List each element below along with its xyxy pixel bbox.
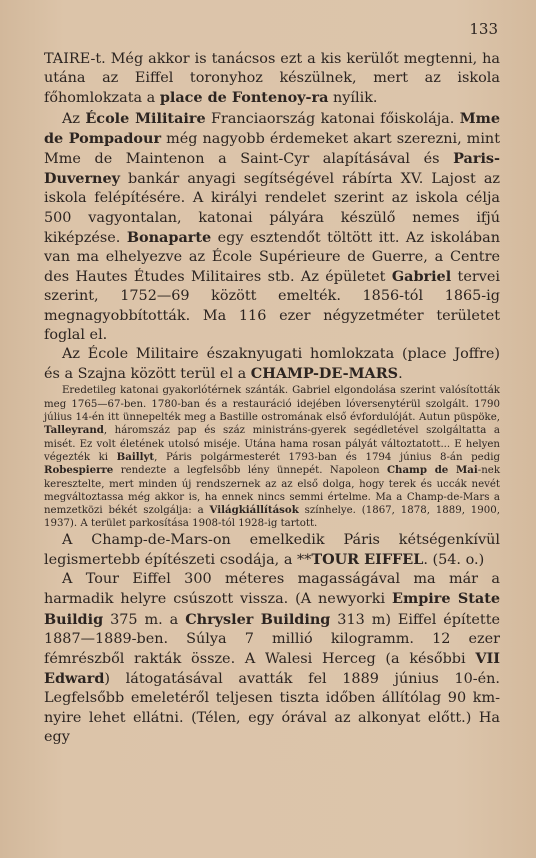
bold-run: VII Edward xyxy=(44,649,500,688)
paragraph-5 xyxy=(44,531,500,570)
bold-run: place de Fontenoy-ra xyxy=(159,89,329,107)
bold-run: Champ de Mai xyxy=(386,464,478,477)
text-run: Az xyxy=(62,110,86,127)
bold-run: Világkiállítások xyxy=(209,504,299,517)
paragraph-1 xyxy=(44,50,500,109)
text-run: 375 m. a xyxy=(103,611,186,628)
text-run: A Tour Eiffel 300 méteres magasságával ma már a harmadik helyre csúszott vissza. (A newyorki xyxy=(44,571,500,608)
bold-run: CHAMP-DE-MARS xyxy=(250,365,399,383)
bold-run: Baillyt xyxy=(116,450,155,463)
small-print-paragraph xyxy=(44,384,500,530)
paragraph-2 xyxy=(44,109,500,345)
bold-run: Chrysler Building xyxy=(185,610,331,628)
text-run: bankár anyagi segítségével rábírta XV. Lajost az iskola felépítésére. A királyi rendelet szerint az iskola célja 500 vagyontalan, katonai pályára készülő nemes ifjú kiképzése. xyxy=(44,171,500,246)
bold-run: Talleyrand xyxy=(44,424,104,437)
bold-run: Mme de Pompadour xyxy=(44,109,500,147)
text-run: rendezte a legfelsőbb lény ünnepét. Napoleon xyxy=(113,465,387,477)
bold-run: Gabriel xyxy=(391,268,452,286)
text-run: ) látogatásával avatták fel 1889 június 10-én. Legfelsőbb emeletéről teljesen tiszta időben állítólag 90 km-nyire lehet ellátni. (Télen, egy órával az alkonyat előtt.) Ha egy xyxy=(44,671,500,745)
text-run: -nek keresztelte, mert minden új rendszernek az az első dolga, hogy terek és uccák nevét megváltoztassa még akkor is, ha ennek nincs semmi értelme. Ma a Champ-de-Mars a nemzetközi békét szolgálja: a xyxy=(44,465,500,517)
text-run: A Champ-de-Mars-on emelkedik Páris kétségenkívül legismertebb építészeti csodája, a ** xyxy=(44,531,500,568)
bold-run: Empire State Buildig xyxy=(44,590,500,628)
text-run: . (54. o.) xyxy=(423,551,485,568)
text-run: Az École Militaire északnyugati homlokzata (place Joffre) és a Szajna között terül el a xyxy=(44,346,500,383)
bold-run: TOUR EIFFEL xyxy=(311,550,424,568)
text-run: egy esztendőt töltött itt. Az iskolában van ma elhelyezve az École Supérieure de Guerre, a Centre des Hautes Études Militaires stb. Az épületet xyxy=(44,229,500,286)
text-run: TAIRE-t. Még akkor is tanácsos ezt a kis kerülőt megtenni, ha utána az Eiffel toronyhoz készülnek, mert az iskola főhomlokzata a xyxy=(44,51,500,107)
text-run: 313 m) Eiffel építette 1887—1889-ben. Súlya 7 millió kilogramm. 12 ezer fémrészből rakták össze. A Walesi Herceg (a későbbi xyxy=(44,611,500,667)
bold-run: Robespierre xyxy=(44,464,114,477)
text-run: , Páris polgármesterét 1793-ban és 1794 június 8-án pedig xyxy=(154,451,500,463)
bold-run: Paris-Duverney xyxy=(44,150,500,188)
bold-run: École Militaire xyxy=(85,109,206,127)
text-run: színhelye. (1867, 1878, 1889, 1900, 1937). A terület parkosítása 1908-tól 1928-ig tartott. xyxy=(44,505,500,530)
text-run: tervei szerint, 1752—69 között emelték. 1856-tól 1865-ig megnagyobbították. Ma 116 ezer négyzetméter területet foglal el. xyxy=(44,269,500,343)
text-run: , háromszáz pap és száz ministráns-gyerek segédletével szolgáltatta a misét. Ez volt életének utolsó miséje. Utána hama rosan pályát változtatott... E helyen végezték ki xyxy=(44,425,500,463)
paragraph-3 xyxy=(44,345,500,384)
text-run: . xyxy=(398,366,403,383)
bold-run: Bonaparte xyxy=(126,228,212,246)
text-run: nyílik. xyxy=(328,90,378,107)
text-run: Eredetileg katonai gyakorlótérnek szánták. Gabriel elgondolása szerint valósították meg 1765—67-ben. 1780-ban és a restauráció idejében lóversenytérül szolgált. 1790 július 14-én itt ünnepelték meg a Bastille ostromának első évfordulóját. Autun püspöke, xyxy=(44,385,500,424)
page-number: 133 xyxy=(469,20,498,38)
text-run: Franciaország katonai főiskolája. xyxy=(205,110,460,127)
paragraph-6 xyxy=(44,570,500,747)
text-run: még nagyobb érdemeket akart szerezni, mint Mme de Maintenon a Saint-Cyr alapításával és xyxy=(44,130,500,168)
